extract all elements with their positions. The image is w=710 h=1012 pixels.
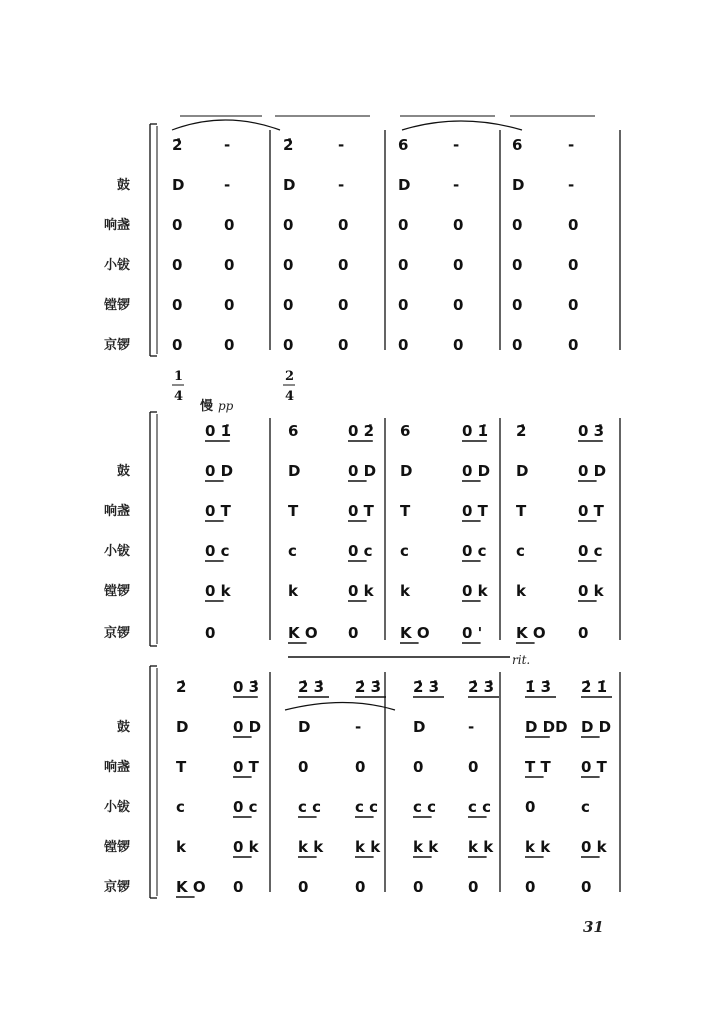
note: k (288, 582, 298, 600)
note: 0 (224, 256, 235, 274)
note: - (468, 718, 475, 736)
instrument-label: 京锣 (103, 880, 130, 895)
note: 0 (172, 336, 183, 354)
note: K O (288, 624, 318, 642)
instrument-label: 小钹 (103, 258, 130, 273)
note: 0 (172, 256, 183, 274)
note: D (398, 176, 411, 194)
note: 0 (298, 878, 309, 896)
note: 0 (338, 216, 349, 234)
note: 0 (398, 216, 409, 234)
note: 0 (283, 256, 294, 274)
note: k (400, 582, 410, 600)
note: 0 (453, 336, 464, 354)
note: T (176, 758, 187, 776)
note: 0 k (233, 838, 259, 856)
note: 0 (283, 216, 294, 234)
note: 0 T (462, 502, 488, 520)
note: 0 (283, 296, 294, 314)
note: 0 (172, 296, 183, 314)
note: 0 D (578, 462, 607, 480)
note: 0 (348, 624, 359, 642)
note: 1̇ 3̇ (525, 678, 552, 696)
note: 0 (224, 336, 235, 354)
note: k k (468, 838, 494, 856)
note: c c (413, 798, 437, 816)
note: 0 (398, 296, 409, 314)
time-signature-bottom: 4 (285, 389, 295, 404)
note: 0 (224, 296, 235, 314)
dynamic-marking: pp (218, 399, 234, 413)
note: k (176, 838, 186, 856)
note: - (338, 176, 345, 194)
note: - (453, 176, 460, 194)
instrument-label: 响盏 (103, 218, 130, 233)
page-number: 31 (583, 918, 604, 936)
note: 0 (413, 758, 424, 776)
note: 2̇ 1̇ (581, 678, 608, 696)
note: D (172, 176, 185, 194)
note: 0 (512, 216, 523, 234)
note: K O (176, 878, 206, 896)
note: 2̇ 3̇ (468, 678, 495, 696)
slur (172, 120, 280, 130)
note: 0 D (233, 718, 262, 736)
note: T T (525, 758, 551, 776)
note: 6 (288, 422, 299, 440)
note: - (224, 176, 231, 194)
note: k k (355, 838, 381, 856)
note: k k (525, 838, 551, 856)
note: 0 k (581, 838, 607, 856)
note: 0 (512, 256, 523, 274)
note: 0 ' (462, 624, 483, 642)
instrument-label: 响盏 (103, 504, 130, 519)
note: - (453, 136, 460, 154)
note: 2̇ (283, 136, 294, 154)
instrument-label: 小钹 (103, 544, 130, 559)
note: D (288, 462, 301, 480)
note: 0 3̇ (233, 678, 260, 696)
note: 2̇ 3̇ (413, 678, 440, 696)
note: D (413, 718, 426, 736)
note: 6 (398, 136, 409, 154)
note: 0 (224, 216, 235, 234)
note: - (568, 176, 575, 194)
instrument-label: 京锣 (103, 338, 130, 353)
note: 0 T (205, 502, 231, 520)
note: 0 D (348, 462, 377, 480)
note: 0 (568, 336, 579, 354)
instrument-label: 鼓 (116, 720, 130, 735)
note: 0 3̇ (578, 422, 605, 440)
note: D (298, 718, 311, 736)
instrument-label: 京锣 (103, 626, 130, 641)
note: 0 (468, 878, 479, 896)
note: 0 (355, 878, 366, 896)
note: 0 c (205, 542, 230, 560)
note: 0 (578, 624, 589, 642)
note: 0 (233, 878, 244, 896)
instrument-label: 鼓 (116, 178, 130, 193)
note: - (338, 136, 345, 154)
note: 0 c (348, 542, 373, 560)
note: 0 D (462, 462, 491, 480)
note: 2̇ (172, 136, 183, 154)
note: 0 (355, 758, 366, 776)
note: 6 (400, 422, 411, 440)
note: k (516, 582, 526, 600)
note: D D (581, 718, 612, 736)
note: T (400, 502, 411, 520)
note: 0 (172, 216, 183, 234)
note: 0 (512, 336, 523, 354)
slur (285, 703, 395, 711)
note: 0 k (578, 582, 604, 600)
note: 0 T (581, 758, 607, 776)
note: 0 1̇ (205, 422, 232, 440)
note: 0 (453, 296, 464, 314)
note: T (516, 502, 527, 520)
note: c (176, 798, 185, 816)
note: k k (298, 838, 324, 856)
note: D (516, 462, 529, 480)
note: 0 (568, 296, 579, 314)
note: 0 (205, 624, 216, 642)
note: 0 T (348, 502, 374, 520)
note: 0 (338, 336, 349, 354)
tempo-marking: 慢 (200, 399, 214, 414)
note: 2̇ (516, 422, 527, 440)
note: c (581, 798, 590, 816)
note: D (400, 462, 413, 480)
note: 0 (283, 336, 294, 354)
note: 0 (338, 296, 349, 314)
instrument-label: 镗锣 (103, 298, 130, 313)
note: c (400, 542, 409, 560)
note: c c (355, 798, 379, 816)
note: 0 k (205, 582, 231, 600)
note: 0 (338, 256, 349, 274)
note: T (288, 502, 299, 520)
note: 0 (581, 878, 592, 896)
note: 2̇ (176, 678, 187, 696)
note: 2̇ 3̇ (298, 678, 325, 696)
slur (402, 121, 522, 130)
note: 0 c (578, 542, 603, 560)
note: - (224, 136, 231, 154)
note: 0 (568, 256, 579, 274)
note: 0 (413, 878, 424, 896)
note: 2̇ 3̇ (355, 678, 382, 696)
note: 0 (468, 758, 479, 776)
time-signature-bottom: 4 (174, 389, 184, 404)
note: - (568, 136, 575, 154)
note: 0 (398, 256, 409, 274)
note: 0 (525, 878, 536, 896)
note: 0 (298, 758, 309, 776)
note: 0 1̇ (462, 422, 489, 440)
note: D (283, 176, 296, 194)
note: c (288, 542, 297, 560)
note: 0 T (578, 502, 604, 520)
note: 0 D (205, 462, 234, 480)
note: 0 c (233, 798, 258, 816)
note: - (355, 718, 362, 736)
instrument-label: 镗锣 (103, 584, 130, 599)
note: 0 2̇ (348, 422, 375, 440)
note: D (512, 176, 525, 194)
note: 0 (453, 256, 464, 274)
note: 0 k (348, 582, 374, 600)
note: c (516, 542, 525, 560)
instrument-label: 鼓 (116, 464, 130, 479)
instrument-label: 响盏 (103, 760, 130, 775)
note: 0 c (462, 542, 487, 560)
tempo-marking: rit. (512, 653, 531, 667)
time-signature-top: 1 (174, 369, 184, 384)
note: c c (468, 798, 492, 816)
note: D DD (525, 718, 568, 736)
note: k k (413, 838, 439, 856)
note: K O (516, 624, 546, 642)
instrument-label: 小钹 (103, 800, 130, 815)
note: 0 (398, 336, 409, 354)
note: c c (298, 798, 322, 816)
note: D (176, 718, 189, 736)
note: 0 (512, 296, 523, 314)
note: 0 (453, 216, 464, 234)
note: 0 k (462, 582, 488, 600)
note: 0 T (233, 758, 259, 776)
instrument-label: 镗锣 (103, 840, 130, 855)
note: 0 (525, 798, 536, 816)
time-signature-top: 2 (285, 369, 295, 384)
note: K O (400, 624, 430, 642)
note: 6 (512, 136, 523, 154)
note: 0 (568, 216, 579, 234)
